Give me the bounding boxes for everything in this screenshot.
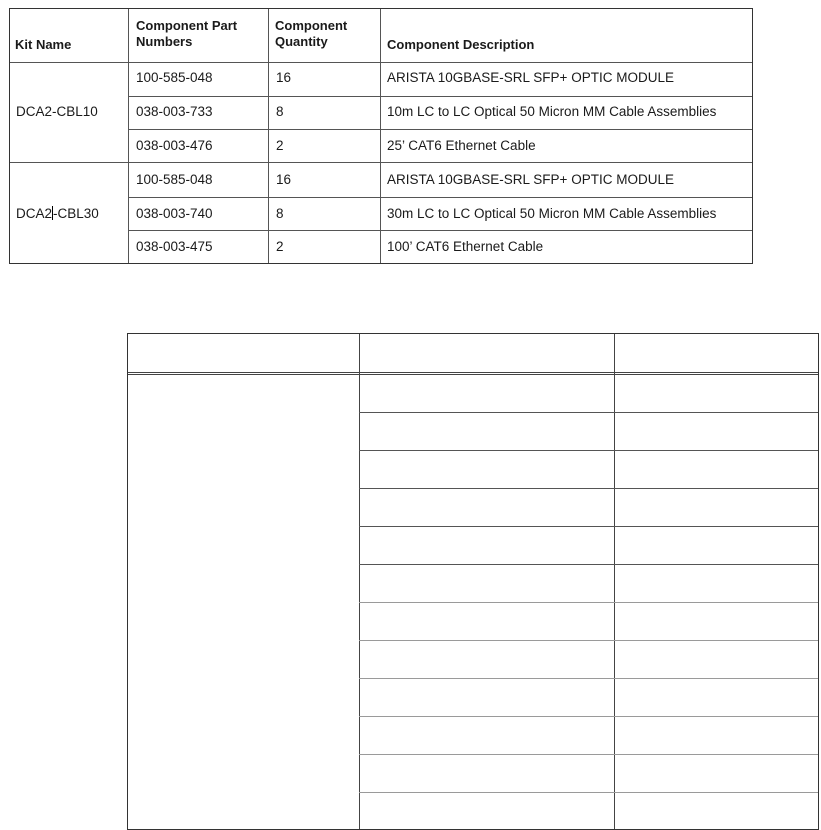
header-part-numbers: Component Part Numbers (136, 18, 238, 49)
header-kit-name: Kit Name (15, 37, 72, 52)
description: 30m LC to LC Optical 50 Micron MM Cable Assemblies (387, 206, 717, 221)
description: 10m LC to LC Optical 50 Micron MM Cable Assemblies (387, 104, 717, 119)
quantity: 8 (276, 206, 284, 221)
row-divider (359, 564, 818, 565)
description: 25’ CAT6 Ethernet Cable (387, 138, 536, 153)
kit-name (16, 205, 99, 222)
header-quantity: Component Quantity (275, 18, 348, 49)
part-number: 100-585-048 (136, 172, 213, 187)
row-divider (128, 129, 752, 130)
quantity: 16 (276, 172, 292, 187)
row-divider (128, 197, 752, 198)
column-divider (128, 9, 129, 263)
empty-table (127, 333, 819, 830)
column-divider (268, 9, 269, 263)
part-number: 038-003-476 (136, 138, 213, 153)
kit-name-prefix: DCA2 (16, 206, 53, 221)
row-divider (359, 488, 818, 489)
kit-name: DCA2-CBL10 (16, 104, 98, 119)
part-number: 100-585-048 (136, 70, 213, 85)
description: ARISTA 10GBASE-SRL SFP+ OPTIC MODULE (387, 172, 674, 187)
column-divider (380, 9, 381, 263)
row-divider (359, 754, 818, 755)
row-divider (128, 96, 752, 97)
row-divider (359, 792, 818, 793)
part-number: 038-003-475 (136, 239, 213, 254)
quantity: 2 (276, 239, 284, 254)
header-divider (128, 372, 818, 375)
part-number: 038-003-733 (136, 104, 213, 119)
row-divider (128, 230, 752, 231)
kit-divider (10, 162, 752, 163)
part-number: 038-003-740 (136, 206, 213, 221)
row-divider (359, 602, 818, 603)
row-divider (359, 678, 818, 679)
row-divider (359, 526, 818, 527)
quantity: 8 (276, 104, 284, 119)
header-divider (10, 62, 752, 63)
quantity: 16 (276, 70, 292, 85)
quantity: 2 (276, 138, 284, 153)
row-divider (359, 716, 818, 717)
description: 100’ CAT6 Ethernet Cable (387, 239, 544, 254)
row-divider (359, 640, 818, 641)
row-divider (359, 450, 818, 451)
kit-components-table (9, 8, 753, 264)
description: ARISTA 10GBASE-SRL SFP+ OPTIC MODULE (387, 70, 674, 85)
kit-name-suffix: -CBL30 (53, 206, 99, 221)
row-divider (359, 412, 818, 413)
header-description: Component Description (387, 37, 535, 52)
